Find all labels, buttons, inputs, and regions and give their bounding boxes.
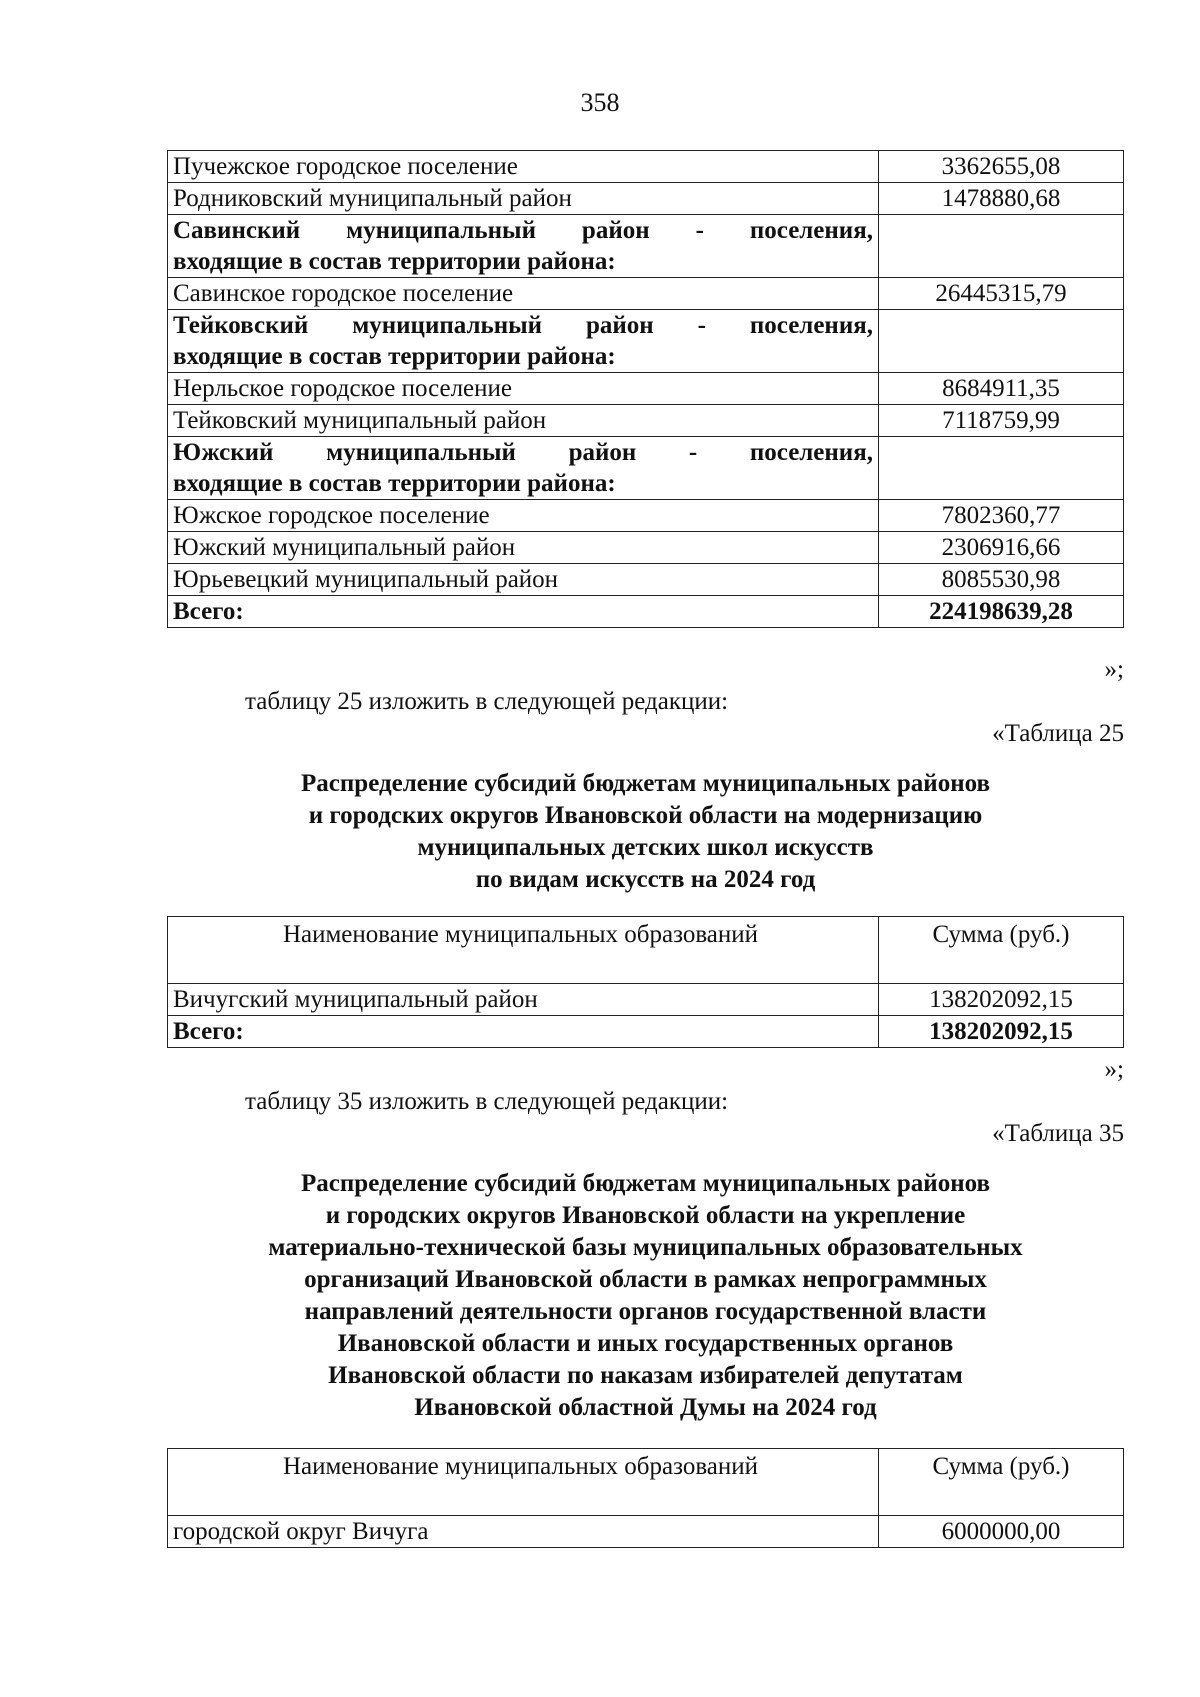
row-sum: 6000000,00 xyxy=(879,1516,1124,1548)
table-row xyxy=(168,151,1124,183)
header-name: Наименование муниципальных образований xyxy=(168,917,879,984)
table-row xyxy=(168,183,1124,215)
row-name: городской округ Вичуга xyxy=(168,1516,879,1548)
title-line: материально-технической базы муниципальных образовательных xyxy=(268,1234,1023,1261)
row-sum: 8085530,98 xyxy=(879,564,1124,596)
table-35-title xyxy=(167,1168,1124,1424)
row-name: Юрьевецкий муниципальный район xyxy=(168,564,879,596)
group-heading-line: входящие в состав территории района: xyxy=(173,248,616,275)
row-sum xyxy=(879,310,1124,373)
table-total-row xyxy=(168,596,1124,628)
header-name: Наименование муниципальных образований xyxy=(168,1449,879,1516)
row-sum xyxy=(879,215,1124,278)
group-heading xyxy=(168,310,879,373)
table-35 xyxy=(167,1448,1124,1548)
title-line: по видам искусств на 2024 год xyxy=(475,866,816,893)
row-name: Тейковский муниципальный район xyxy=(168,405,879,437)
table-35-label: «Таблица 35 xyxy=(992,1120,1124,1147)
row-name: Нерльское городское поселение xyxy=(168,373,879,405)
total-label: Всего: xyxy=(168,596,879,628)
table-25-label: «Таблица 25 xyxy=(992,720,1124,747)
row-name: Южское городское поселение xyxy=(168,500,879,532)
total-label: Всего: xyxy=(168,1016,879,1048)
group-heading-line: Южский муниципальный район - поселения, xyxy=(173,439,873,466)
table-header-row xyxy=(168,1449,1124,1516)
end-quote-mark: »; xyxy=(1104,656,1124,683)
total-sum: 138202092,15 xyxy=(879,1016,1124,1048)
row-name: Родниковский муниципальный район xyxy=(168,183,879,215)
row-sum xyxy=(879,437,1124,500)
header-sum: Сумма (руб.) xyxy=(879,917,1124,984)
title-line: Ивановской области по наказам избирателей депутатам xyxy=(328,1362,963,1389)
title-line: Распределение субсидий бюджетам муниципальных районов xyxy=(301,770,990,797)
table-row xyxy=(168,564,1124,596)
table-row xyxy=(168,1516,1124,1548)
group-heading-line: Тейковский муниципальный район - поселения, xyxy=(173,312,873,339)
table-header-row xyxy=(168,917,1124,984)
group-heading-line: Савинский муниципальный район - поселения, xyxy=(173,217,873,244)
row-name: Вичугский муниципальный район xyxy=(168,984,879,1016)
row-sum: 8684911,35 xyxy=(879,373,1124,405)
table-row-group-heading xyxy=(168,437,1124,500)
row-sum: 7118759,99 xyxy=(879,405,1124,437)
table-row xyxy=(168,532,1124,564)
title-line: и городских округов Ивановской области на укрепление xyxy=(325,1202,966,1229)
row-sum: 26445315,79 xyxy=(879,278,1124,310)
title-line: и городских округов Ивановской области на модернизацию xyxy=(308,802,983,829)
instruction-table-35: таблицу 35 изложить в следующей редакции: xyxy=(245,1088,729,1115)
table-row xyxy=(168,984,1124,1016)
header-sum: Сумма (руб.) xyxy=(879,1449,1124,1516)
end-quote-mark: »; xyxy=(1104,1056,1124,1083)
table-total-row xyxy=(168,1016,1124,1048)
table-row xyxy=(168,500,1124,532)
instruction-table-25: таблицу 25 изложить в следующей редакции: xyxy=(245,688,729,715)
page-number: 358 xyxy=(580,88,620,117)
title-line: Ивановской областной Думы на 2024 год xyxy=(414,1394,877,1421)
row-sum: 138202092,15 xyxy=(879,984,1124,1016)
row-sum: 7802360,77 xyxy=(879,500,1124,532)
group-heading-line: входящие в состав территории района: xyxy=(173,470,616,497)
table-25 xyxy=(167,916,1124,1048)
row-sum: 1478880,68 xyxy=(879,183,1124,215)
table-row xyxy=(168,373,1124,405)
title-line: направлений деятельности органов государственной власти xyxy=(304,1298,987,1325)
title-line: Распределение субсидий бюджетам муниципальных районов xyxy=(301,1170,990,1197)
allocation-table-continuation xyxy=(167,150,1124,628)
group-heading xyxy=(168,215,879,278)
group-heading-line: входящие в состав территории района: xyxy=(173,343,616,370)
title-line: организаций Ивановской области в рамках непрограммных xyxy=(304,1266,987,1293)
table-row xyxy=(168,278,1124,310)
row-sum: 2306916,66 xyxy=(879,532,1124,564)
table-row xyxy=(168,405,1124,437)
group-heading xyxy=(168,437,879,500)
table-row-group-heading xyxy=(168,215,1124,278)
table-25-title xyxy=(167,768,1124,896)
row-sum: 3362655,08 xyxy=(879,151,1124,183)
row-name: Южский муниципальный район xyxy=(168,532,879,564)
title-line: Ивановской области и иных государственных органов xyxy=(337,1330,954,1357)
row-name: Пучежское городское поселение xyxy=(168,151,879,183)
total-sum: 224198639,28 xyxy=(879,596,1124,628)
title-line: муниципальных детских школ искусств xyxy=(417,834,874,861)
row-name: Савинское городское поселение xyxy=(168,278,879,310)
table-row-group-heading xyxy=(168,310,1124,373)
